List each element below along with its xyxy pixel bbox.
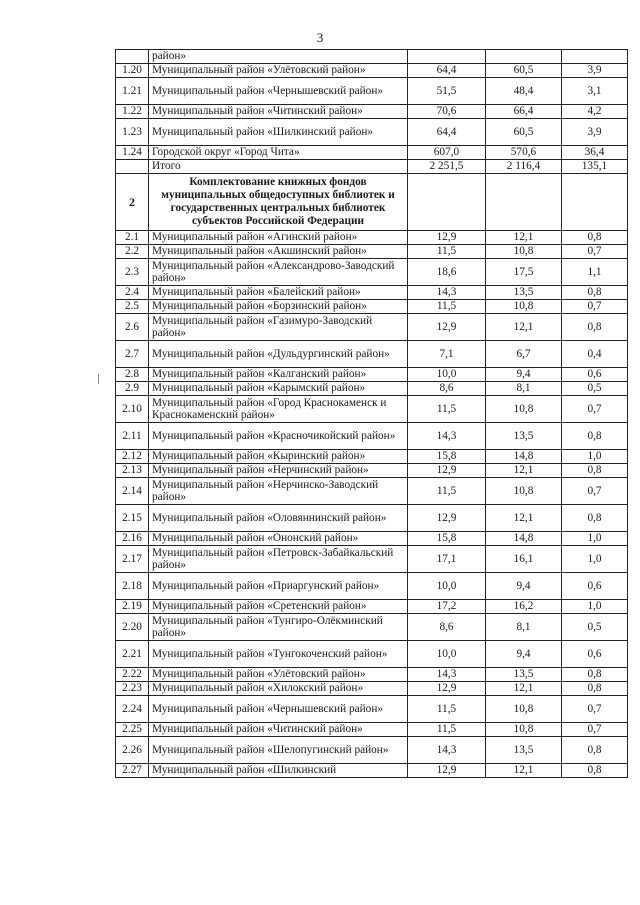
table-row [116,64,628,78]
value-total: 7,1 [408,341,486,368]
value-total: 607,0 [408,146,486,160]
table-row [116,105,628,119]
table-row [116,546,628,573]
row-name: Муниципальный район «Сретенский район» [149,600,408,614]
value-federal: 10,8 [486,300,562,314]
table-row [116,737,628,764]
table-row [116,245,628,259]
value-regional: 0,8 [562,505,628,532]
value-total: 15,8 [408,532,486,546]
table-row [116,696,628,723]
value-total: 11,5 [408,478,486,505]
value-federal [486,50,562,64]
value-federal: 570,6 [486,146,562,160]
value-total: 64,4 [408,119,486,146]
row-name: Муниципальный район «Агинский район» [149,231,408,245]
value-federal: 13,5 [486,286,562,300]
value-regional: 3,9 [562,119,628,146]
value-federal: 9,4 [486,573,562,600]
value-total: 64,4 [408,64,486,78]
section-header-row [116,174,628,231]
value-regional: 0,8 [562,231,628,245]
value-total: 11,5 [408,300,486,314]
value-regional: 0,8 [562,682,628,696]
row-number: 2.27 [116,764,149,778]
row-number: 2.1 [116,231,149,245]
table-row [116,478,628,505]
value-regional: 0,8 [562,286,628,300]
value-regional: 0,6 [562,368,628,382]
value-federal: 14,8 [486,532,562,546]
row-number: 2.18 [116,573,149,600]
value-total: 11,5 [408,245,486,259]
value-total: 70,6 [408,105,486,119]
table-row [116,505,628,532]
value-federal: 12,1 [486,231,562,245]
value-federal: 60,5 [486,64,562,78]
row-name: Муниципальный район «Шилкинский район» [149,119,408,146]
table-row [116,668,628,682]
value-federal: 16,1 [486,546,562,573]
table-row [116,396,628,423]
value-total: 17,1 [408,546,486,573]
value-total: 12,9 [408,764,486,778]
value-total: 8,6 [408,614,486,641]
value-total: 18,6 [408,259,486,286]
row-number: 2.8 [116,368,149,382]
row-number: 2.24 [116,696,149,723]
row-number: 2.9 [116,382,149,396]
row-number: 2.4 [116,286,149,300]
row-number: 2.15 [116,505,149,532]
value-federal: 13,5 [486,668,562,682]
row-number: 2.16 [116,532,149,546]
value-federal: 10,8 [486,723,562,737]
row-number: 2.20 [116,614,149,641]
table-row [116,573,628,600]
value-regional: 0,7 [562,300,628,314]
value-total: 12,9 [408,314,486,341]
row-name: Муниципальный район «Улётовский район» [149,668,408,682]
row-name: Муниципальный район «Кыринский район» [149,450,408,464]
value-federal: 16,2 [486,600,562,614]
value-regional: 135,1 [562,160,628,174]
value-federal: 13,5 [486,423,562,450]
row-number: 2.7 [116,341,149,368]
row-name: Муниципальный район «Балейский район» [149,286,408,300]
row-number: 2.5 [116,300,149,314]
row-name: Муниципальный район «Нерчинско-Заводский район» [149,478,408,505]
table-row [116,450,628,464]
value-total: 14,3 [408,423,486,450]
row-name: Муниципальный район «Тунгокоченский район» [149,641,408,668]
value-regional: 4,2 [562,105,628,119]
value-federal: 6,7 [486,341,562,368]
row-name: Муниципальный район «Александрово-Заводский район» [149,259,408,286]
value-total: 10,0 [408,368,486,382]
row-name: Муниципальный район «Шилкинский [149,764,408,778]
value-total: 12,9 [408,231,486,245]
value-total: 10,0 [408,641,486,668]
table-row [116,614,628,641]
value-regional: 1,0 [562,600,628,614]
table-row [116,382,628,396]
value-total: 15,8 [408,450,486,464]
value-total: 11,5 [408,723,486,737]
budget-table [115,49,628,778]
value-federal: 12,1 [486,464,562,478]
row-number: 2.21 [116,641,149,668]
row-number: 2.3 [116,259,149,286]
value-regional: 0,6 [562,641,628,668]
value-total: 2 251,5 [408,160,486,174]
table-row [116,464,628,478]
row-number [116,160,149,174]
value-regional: 0,7 [562,723,628,737]
table-row [116,368,628,382]
row-number: 2.12 [116,450,149,464]
row-name: Муниципальный район «Калганский район» [149,368,408,382]
value-federal: 10,8 [486,245,562,259]
value-federal: 10,8 [486,696,562,723]
value-federal: 10,8 [486,478,562,505]
row-name: Муниципальный район «Тунгиро-Олёкминский район» [149,614,408,641]
value-federal: 66,4 [486,105,562,119]
value-regional: 0,5 [562,614,628,641]
table-row [116,50,628,64]
row-number: 2.10 [116,396,149,423]
row-name: Муниципальный район «Ононский район» [149,532,408,546]
value-regional: 1,0 [562,532,628,546]
row-number: 1.21 [116,78,149,105]
table-row [116,723,628,737]
value-federal: 8,1 [486,382,562,396]
value-regional: 0,7 [562,478,628,505]
row-number: 2.14 [116,478,149,505]
value-total: 8,6 [408,382,486,396]
row-name: Муниципальный район «Дульдургинский район» [149,341,408,368]
row-name: Муниципальный район «Газимуро-Заводский район» [149,314,408,341]
row-name: Муниципальный район «Чернышевский район» [149,696,408,723]
row-number: 2.22 [116,668,149,682]
row-name: Муниципальный район «Красночикойский район» [149,423,408,450]
value-total: 17,2 [408,600,486,614]
row-number: 1.22 [116,105,149,119]
row-number: 2.25 [116,723,149,737]
value-federal: 14,8 [486,450,562,464]
row-name: Муниципальный район «Оловяннинский район» [149,505,408,532]
value-regional: 1,0 [562,450,628,464]
table-row [116,600,628,614]
value-regional: 0,8 [562,464,628,478]
row-name: Комплектование книжных фондов муниципальных общедоступных библиотек и государственных центральных библиотек субъектов Российской Федерации [149,174,408,231]
value-total [408,174,486,231]
value-regional: 36,4 [562,146,628,160]
row-name: Муниципальный район «Чернышевский район» [149,78,408,105]
row-name: Муниципальный район «Акшинский район» [149,245,408,259]
value-regional: 3,1 [562,78,628,105]
table-row [116,119,628,146]
value-total: 12,9 [408,682,486,696]
row-name: Муниципальный район «Хилокский район» [149,682,408,696]
value-regional: 0,8 [562,423,628,450]
table-row [116,286,628,300]
value-regional: 0,7 [562,245,628,259]
value-federal: 8,1 [486,614,562,641]
value-regional: 0,8 [562,668,628,682]
value-regional: 0,8 [562,764,628,778]
value-federal: 9,4 [486,368,562,382]
row-number: 2.11 [116,423,149,450]
value-federal: 17,5 [486,259,562,286]
value-regional [562,50,628,64]
value-total [408,50,486,64]
value-regional: 1,0 [562,546,628,573]
value-federal: 12,1 [486,764,562,778]
value-regional [562,174,628,231]
table-body [116,50,628,778]
row-number: 2 [116,174,149,231]
table-row [116,160,628,174]
value-federal: 60,5 [486,119,562,146]
value-federal: 12,1 [486,682,562,696]
table-row [116,682,628,696]
row-number [116,50,149,64]
margin-mark [98,374,99,384]
value-regional: 0,8 [562,314,628,341]
value-federal: 48,4 [486,78,562,105]
row-number: 2.2 [116,245,149,259]
table-row [116,78,628,105]
value-regional: 0,8 [562,737,628,764]
value-regional: 1,1 [562,259,628,286]
table-row [116,341,628,368]
value-federal [486,174,562,231]
row-number: 2.19 [116,600,149,614]
row-number: 1.20 [116,64,149,78]
value-total: 12,9 [408,505,486,532]
row-name: Муниципальный район «Петровск-Забайкальский район» [149,546,408,573]
row-name: район» [149,50,408,64]
value-total: 12,9 [408,464,486,478]
table-row [116,314,628,341]
row-number: 2.17 [116,546,149,573]
value-total: 11,5 [408,396,486,423]
value-total: 14,3 [408,737,486,764]
row-name: Муниципальный район «Шелопугинский район» [149,737,408,764]
value-total: 14,3 [408,286,486,300]
row-number: 2.6 [116,314,149,341]
row-number: 1.24 [116,146,149,160]
table-row [116,532,628,546]
value-total: 10,0 [408,573,486,600]
value-federal: 10,8 [486,396,562,423]
row-name: Муниципальный район «Читинский район» [149,723,408,737]
value-federal: 2 116,4 [486,160,562,174]
row-name: Муниципальный район «Улётовский район» [149,64,408,78]
row-name: Муниципальный район «Карымский район» [149,382,408,396]
row-number: 2.26 [116,737,149,764]
value-federal: 12,1 [486,505,562,532]
value-regional: 0,7 [562,396,628,423]
page-number: 3 [316,30,324,45]
value-regional: 3,9 [562,64,628,78]
value-federal: 13,5 [486,737,562,764]
row-name: Муниципальный район «Читинский район» [149,105,408,119]
table-row [116,259,628,286]
value-total: 51,5 [408,78,486,105]
row-name: Муниципальный район «Борзинский район» [149,300,408,314]
table-row [116,231,628,245]
table-row [116,146,628,160]
table-row [116,300,628,314]
row-number: 2.13 [116,464,149,478]
value-regional: 0,5 [562,382,628,396]
value-federal: 12,1 [486,314,562,341]
value-federal: 9,4 [486,641,562,668]
row-name: Муниципальный район «Приаргунский район» [149,573,408,600]
value-regional: 0,4 [562,341,628,368]
row-name: Муниципальный район «Нерчинский район» [149,464,408,478]
row-number: 1.23 [116,119,149,146]
row-name: Городской округ «Город Чита» [149,146,408,160]
table-row [116,641,628,668]
table-row [116,764,628,778]
row-name: Итого [149,160,408,174]
value-total: 11,5 [408,696,486,723]
row-name: Муниципальный район «Город Краснокаменск и Краснокаменский район» [149,396,408,423]
row-number: 2.23 [116,682,149,696]
table-row [116,423,628,450]
value-total: 14,3 [408,668,486,682]
value-regional: 0,7 [562,696,628,723]
value-regional: 0,6 [562,573,628,600]
